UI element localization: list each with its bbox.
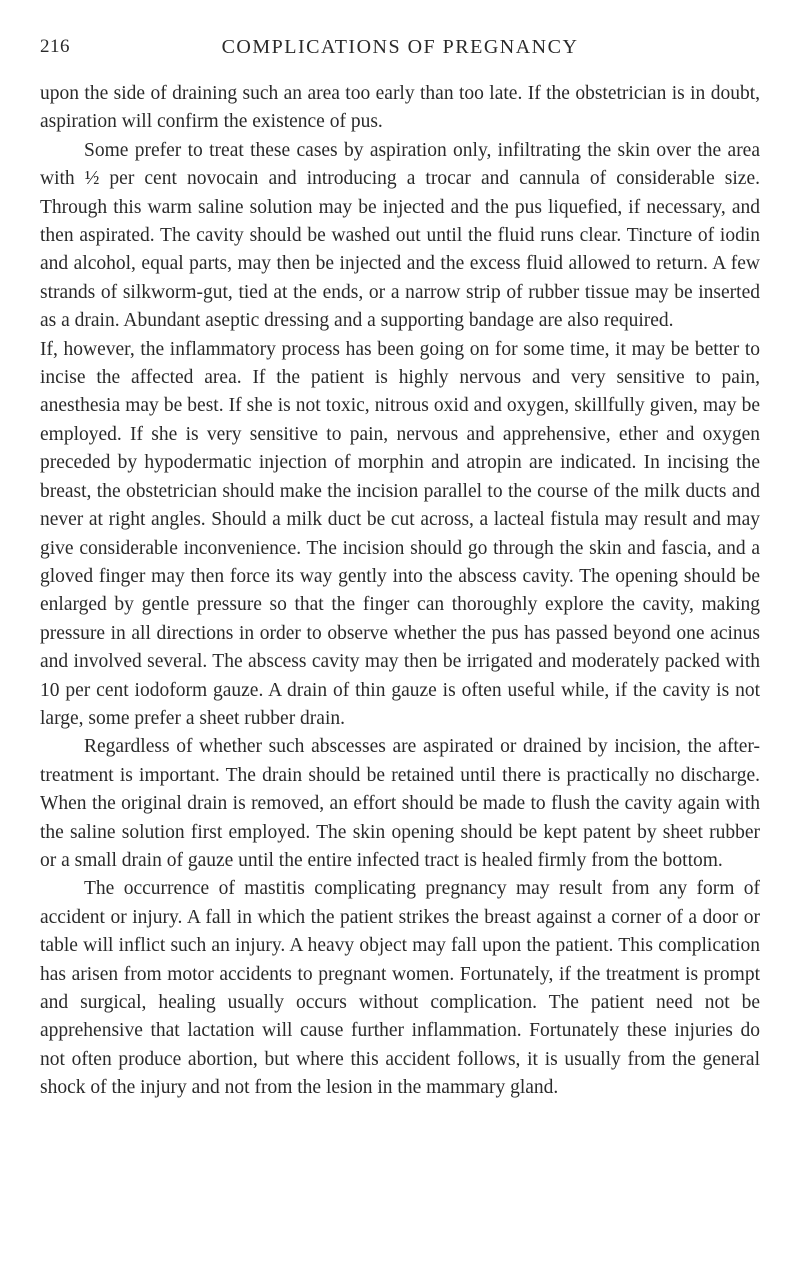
- paragraph-injury: The occurrence of mastitis complicating pregnancy may result from any form of accident or injury. A fall in which the patient strikes the breast against a corner of a door or table will inflict such an injury. A heavy object may fall upon the patient. This complication has arisen from motor accidents to pregnant women. Fortunately, if the treatment is prompt and surgical, healing usually occurs without complication. The patient need not be apprehensive that lactation will cause further inflammation. Fortunately these injuries do not often produce abortion, but where this accident follows, it is usually from the general shock of the injury and not from the lesion in the mammary gland.: [40, 878, 760, 1099]
- running-title: COMPLICATIONS OF PREGNANCY: [221, 36, 579, 58]
- paragraph-continued: upon the side of draining such an area too early than too late. If the obstetrician is in doubt, aspiration will confirm the existence of pus.: [40, 83, 760, 133]
- page-number: 216: [40, 36, 70, 57]
- running-head: [40, 36, 760, 66]
- body-text: [40, 80, 760, 1103]
- paragraph-incision: If, however, the inflammatory process has been going on for some time, it may be better to incise the affected area. If the patient is highly nervous and very sensitive to pain, anesthesia may be best. If she is not toxic, nitrous oxid and oxygen, skillfully given, may be employed. If she is very sensitive to pain, nervous and apprehensive, ether and oxygen preceded by hypodermatic injection of morphin and atropin are indicated. In incising the breast, the obstetrician should make the incision parallel to the course of the milk ducts and never at right angles. Should a milk duct be cut across, a lacteal fistula may result and may give considerable inconvenience. The incision should go through the skin and fascia, and a gloved finger may then force its way gently into the abscess cavity. The opening should be enlarged by gentle pressure so that the finger can thoroughly explore the cavity, making pressure in all directions in order to observe whether the pus has passed beyond one acinus and involved several. The abscess cavity may then be irrigated and moderately packed with 10 per cent iodoform gauze. A drain of thin gauze is often useful while, if the cavity is not large, some prefer a sheet rubber drain.: [40, 338, 760, 729]
- paragraph-after-treatment: Regardless of whether such abscesses are aspirated or drained by incision, the after-treatment is important. The drain should be retained until there is practically no discharge. When the original drain is removed, an effort should be made to flush the cavity again with the saline solution first employed. The skin opening should be kept patent by sheet rubber or a small drain of gauze until the entire infected tract is healed firmly from the bottom.: [40, 736, 760, 871]
- paragraph-aspiration: Some prefer to treat these cases by aspiration only, infiltrating the skin over the area with ½ per cent novocain and introducing a trocar and cannula of considerable size. Through this warm saline solution may be injected and the pus liquefied, if necessary, and then aspirated. The cavity should be washed out until the fluid runs clear. Tincture of iodin and alcohol, equal parts, may then be injected and the excess fluid allowed to return. A few strands of silkworm-gut, tied at the ends, or a narrow strip of rubber tissue may be inserted as a drain. Abundant aseptic dressing and a supporting bandage are also required.: [40, 139, 760, 332]
